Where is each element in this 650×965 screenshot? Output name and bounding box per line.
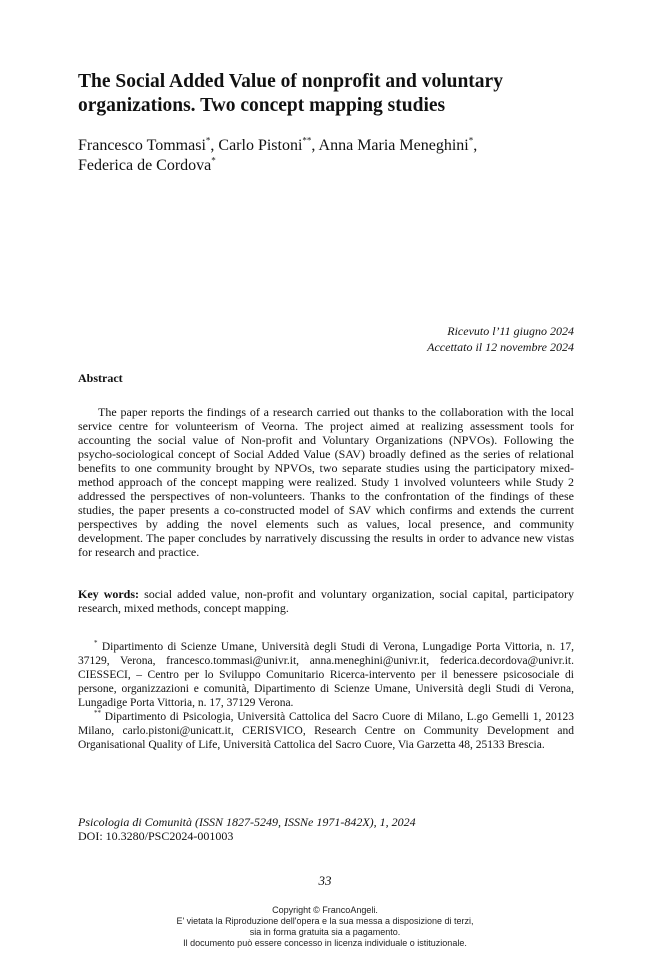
footnotes: [78, 640, 574, 752]
affiliation-mark: **: [302, 135, 312, 146]
keywords-text: social added value, non-profit and voluntary organization, social capital, participatory research, mixed methods, concept mapping.: [78, 587, 574, 615]
author-list: [78, 136, 578, 176]
footnote: [78, 640, 574, 710]
copyright-line: E' vietata la Riproduzione dell'opera e la sua messa a disposizione di terzi,: [176, 916, 474, 926]
copyright-line: Il documento può essere concesso in licenza individuale o istituzionale.: [183, 938, 467, 948]
abstract-text: The paper reports the findings of a research carried out thanks to the collaboration with the local service centre for volunteerism of Veorna. The project aimed at realizing assessment tools for accounting the social value of Non-profit and Voluntary Organizations (NPVOs). Following the psycho-sociological concept of Social Added Value (SAV) broadly defined as the series of relational benefits to one community brought by NPVOs, two separate studies using the participatory mixed-method approach of the concept mapping were realized. Study 1 involved volunteers while Study 2 addressed the perspectives of non-volunteers. Thanks to the confrontation of the findings of these studies, the paper presents a co-constructed model of SAV which confirms and extends the current perspectives by adding the novel elements such as values, local presence, and community development. The paper concludes by narratively discussing the results in order to advance new vistas for research and practice.: [78, 405, 574, 559]
copyright-line: Copyright © FrancoAngeli.: [272, 905, 378, 915]
doi: DOI: 10.3280/PSC2024-001003: [78, 829, 234, 843]
received-date: Ricevuto l’11 giugno 2024: [447, 324, 574, 338]
footnote-mark: **: [94, 709, 101, 718]
author-name: Carlo Pistoni: [218, 137, 303, 154]
keywords-label: Key words:: [78, 587, 140, 601]
keywords: [78, 587, 574, 615]
journal-citation: Psicologia di Comunità (ISSN 1827-5249, ISSNe 1971-842X), 1, 2024: [78, 815, 416, 829]
author-separator: ,: [473, 137, 478, 154]
submission-dates: [427, 323, 574, 355]
affiliation-mark: *: [211, 155, 216, 166]
affiliation-mark: *: [205, 135, 211, 146]
footnote-mark: *: [94, 639, 98, 648]
author-separator: ,: [210, 137, 219, 154]
abstract-heading: Abstract: [78, 371, 123, 385]
author-name: Anna Maria Meneghini: [318, 137, 469, 154]
copyright-notice: [0, 905, 650, 949]
page-number: 33: [318, 873, 332, 888]
author-separator: ,: [311, 137, 319, 154]
accepted-date: Accettato il 12 novembre 2024: [427, 340, 574, 354]
affiliation-mark: *: [468, 135, 474, 146]
article-title: The Social Added Value of nonprofit and voluntary organizations. Two concept mapping studies: [78, 71, 503, 116]
journal-info: [78, 815, 574, 843]
footnote: [78, 710, 574, 752]
footnote-text: Dipartimento di Scienze Umane, Università degli Studi di Verona, Lungadige Porta Vittoria, n. 17, 37129, Verona, francesco.tommasi@univr.it, anna.meneghini@univr.it, federica.decordova@univr.it. CIESSECI, – Centro per lo Sviluppo Comunitario Ricerca-intervento per il benessere psicosociale di persone, organizzazioni e comunità, Dipartimento di Scienze Umane, Università degli Studi di Verona, Lungadige Porta Vittoria, n. 17, 37129 Verona.: [78, 641, 574, 709]
footnote-text: Dipartimento di Psicologia, Università Cattolica del Sacro Cuore di Milano, L.go Gemelli 1, 20123 Milano, carlo.pistoni@unicatt.it, CERISVICO, Research Centre on Community Development and Organisational Quality of Life, Università Cattolica del Sacro Cuore, Via Garzetta 48, 25133 Brescia.: [78, 711, 574, 751]
copyright-line: sia in forma gratuita sia a pagamento.: [249, 927, 401, 937]
author-name: Francesco Tommasi: [78, 137, 206, 154]
author-name: Federica de Cordova: [78, 157, 212, 174]
